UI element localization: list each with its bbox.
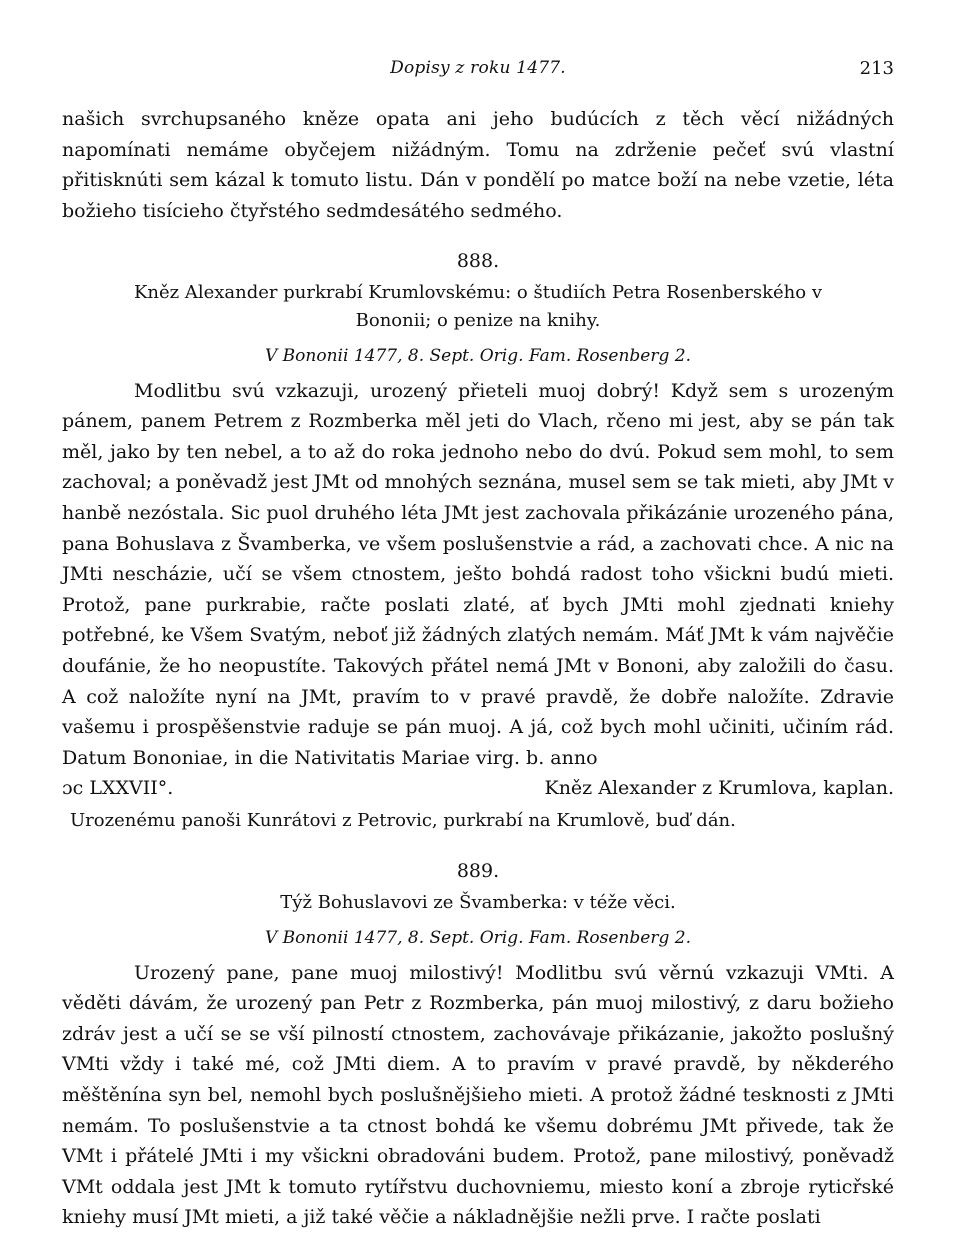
running-title: Dopisy z roku 1477. <box>390 58 566 78</box>
letter-closing <box>62 773 894 804</box>
page-header <box>62 58 894 86</box>
letter-text: Modlitbu svú vzkazuji, urozený přieteli muoj dobrý! Když sem s urozeným pánem, panem Petrem z Rozmberka měl jeti do Vlach, rčeno mi jest, aby se pán tak měl, jako by ten nebel, a to až do roka jednoho nebo do dvú. Pokud sem mohl, to sem zachoval; a poněvadž jest JMt od mnohých seznána, musel sem se tak mieti, aby JMt v hanbě nezóstala. Sic puol druhého léta JMt jest zachovala přikázánie urozeného pána, pana Bohuslava z Švamberka, ve všem poslušenstvie a rád, a zachovati chce. A nic na JMti nescházie, učí se všem ctnostem, ješto bohdá radost toho všickni budú mieti. Protož, pane purkrabie, račte poslati zlaté, ať bych JMti mohl zjednati kniehy potřebné, ke Všem Svatým, neboť již žádných zlatých nemám. Máť JMt k vám najvěčie doufánie, že ho neopustíte. Takových přátel nemá JMt v Bononi, aby založili do času. A což naložíte nyní na JMt, pravím to v pravé pravdě, že dobře naložíte. Zdravie vašemu i prospěšenstvie raduje se pán muoj. A já, což bych mohl učiniti, učiním rád. Datum Bononiae, in die Nativitatis Mariae virg. b. anno <box>62 379 894 769</box>
letter-number: 888. <box>456 250 500 273</box>
letter-heading: Týž Bohuslavovi ze Švamberka: v téže věci. <box>280 892 676 914</box>
closing-date: ɔc LXXVII°. <box>62 777 174 800</box>
page-body <box>62 104 894 1233</box>
letter-heading: Kněz Alexander purkrabí Krumlovskému: o študiích Petra Rosenberského v Bononii; o penize na knihy. <box>133 281 823 331</box>
letter-address: Urozenému panoši Kunrátovi z Petrovic, purkrabí na Krumlově, buď dán. <box>70 809 736 831</box>
signature: Kněz Alexander z Krumlova, kaplan. <box>544 777 894 800</box>
letter-number: 889. <box>456 860 500 883</box>
page-number: 213 <box>859 58 894 79</box>
letter-source: V Bononii 1477, 8. Sept. Orig. Fam. Rosenberg 2. <box>265 345 691 366</box>
continuation-paragraph: našich svrchupsaného kněze opata ani jeho budúcích z těch věcí nižádných napomínati nemáme obyčejem nižádným. Tomu na zdrženie pečeť svú vlastní přitisknúti sem kázal k tomuto listu. Dán v pondělí po matce boží na nebe vzetie, léta božieho tisícieho čtyřstého sedmdesátého sedmého. <box>62 108 894 222</box>
letter-source: V Bononii 1477, 8. Sept. Orig. Fam. Rosenberg 2. <box>265 928 691 949</box>
letter-text: Urozený pane, pane muoj milostivý! Modlitbu svú věrnú vzkazuji VMti. A věděti dávám, že urozený pan Petr z Rozmberka, pán muoj milostivý, z daru božieho zdráv jest a učí se se vší pilností ctnostem, zachovávaje přikázanie, jakožto poslušný VMti vždy i také mé, což JMti diem. A to pravím v pravé pravdě, by někderého měštěnína syn bel, nemohl bych poslušnějšieho mieti. A protož žádné tesknosti z JMti nemám. To poslušenstvie a ta ctnost bohdá ke všemu dobrému JMt přivede, tak že VMt i přátelé JMti i my všickni obradováni budem. Protož, pane milostivý, poněvadž VMt oddala jest JMt k tomuto rytířstvu duchovniemu, miesto koní a zbroje rytiсřské kniehy musí JMt mieti, a již také věčie a nákladnějšie nežli prve. I račte poslati <box>62 961 894 1229</box>
